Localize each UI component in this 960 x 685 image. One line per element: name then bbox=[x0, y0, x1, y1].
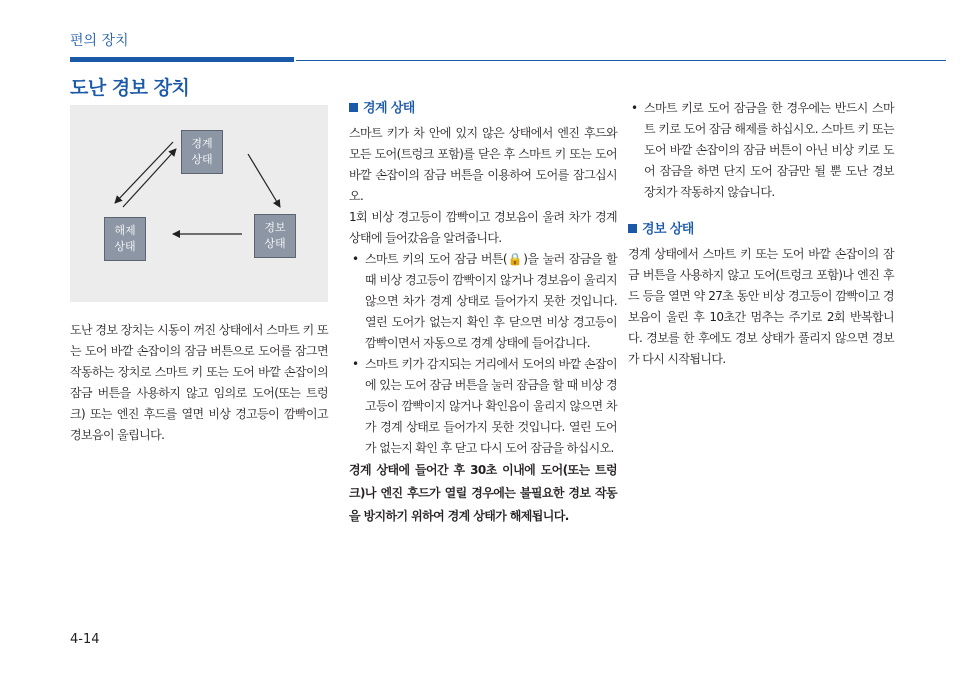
bullet-dot-icon: • bbox=[631, 101, 638, 115]
page-number: 4-14 bbox=[70, 632, 100, 647]
armed-bullet-2: • 스마트 키가 감지되는 거리에서 도어의 바깥 손잡이에 있는 도어 잠금 버튼을 눌러 잠금을 할 때 비상 경고등이 깜빡이지 않거나 확인음이 울리지 않으면 차가 경계 상태로 들어가지 못한 것입니다. 열린 도어가 없는지 확인 후 닫고 다시 도어 잠금을 하십시오. bbox=[349, 354, 617, 459]
bullet-dot-icon: • bbox=[352, 357, 359, 371]
alarm-line1: 경보 bbox=[264, 221, 286, 234]
state-box-alarm bbox=[254, 214, 296, 258]
disarmed-line1: 해제 bbox=[114, 224, 136, 237]
armed-paragraph-2: 1회 비상 경고등이 깜빡이고 경보음이 울려 차가 경계 상태에 들어갔음을 알려줍니다. bbox=[349, 210, 617, 245]
intro-paragraph: 도난 경보 장치는 시동이 꺼진 상태에서 스마트 키 또는 도어 바깥 손잡이의 잠금 버튼으로 도어를 잠그면 작동하는 장치로 스마트 키 또는 도어 바깥 손잡이의 잠금 버튼을 사용하지 않고 임의로 도어(또는 트렁크) 또는 엔진 후드를 열면 비상 경고등이 깜빡이고 경보음이 울립니다. bbox=[70, 323, 328, 442]
section-label: 편의 장치 bbox=[70, 33, 129, 49]
armed-warning: 경계 상태에 들어간 후 30초 이내에 도어(또는 트렁크)나 엔진 후드가 열릴 경우에는 불필요한 경보 작동을 방지하기 위하여 경계 상태가 해제됩니다. bbox=[349, 463, 617, 523]
state-box-disarmed bbox=[104, 217, 146, 261]
alarm-paragraph: 경계 상태에서 스마트 키 또는 도어 바깥 손잡이의 잠금 버튼을 사용하지 않고 도어(트렁크 포함)나 엔진 후드 등을 열면 약 27초 동안 비상 경고등이 깜빡이고 경보음이 울린 후 10초간 멈추는 주기로 2회 반복합니다. 경보를 한 후에도 경보 상태가 풀리지 않으면 경보가 다시 시작됩니다. bbox=[628, 247, 894, 366]
header-rule-thin bbox=[296, 60, 946, 61]
alarm-state-diagram bbox=[70, 105, 328, 302]
square-bullet-icon bbox=[349, 103, 358, 112]
arrow-armed-to-alarm bbox=[248, 154, 280, 207]
disarmed-line2: 상태 bbox=[114, 240, 136, 253]
middle-column bbox=[349, 98, 617, 528]
header-rule-thick bbox=[70, 57, 294, 62]
page-title: 도난 경보 장치 bbox=[70, 77, 190, 99]
left-column bbox=[70, 320, 328, 446]
alarm-line2: 상태 bbox=[264, 237, 286, 250]
armed-line2: 상태 bbox=[191, 153, 213, 166]
alarm-heading: 경보 상태 bbox=[628, 219, 894, 241]
armed-bullet-1: • 스마트 키의 도어 잠금 버튼(🔒)을 눌러 잠금을 할 때 비상 경고등이 깜빡이지 않거나 경보음이 울리지 않으면 차가 경계 상태로 들어가지 못한 것입니다. 열린 도어가 없는지 확인 후 닫으면 비상 경고등이 깜빡이면서 자동으로 경계 상태에 들어갑니다. bbox=[349, 249, 617, 354]
bullet-dot-icon: • bbox=[352, 252, 359, 266]
right-column bbox=[628, 98, 894, 370]
armed-line1: 경계 bbox=[191, 137, 213, 150]
state-box-armed bbox=[181, 130, 223, 174]
arrow-armed-to-disarmed bbox=[115, 142, 173, 203]
square-bullet-icon bbox=[628, 224, 637, 233]
smart-key-bullet: • 스마트 키로 도어 잠금을 한 경우에는 반드시 스마트 키로 도어 잠금 해제를 하십시오. 스마트 키 또는 도어 바깥 손잡이의 잠금 버튼이 아닌 비상 키로 도어 잠금을 하면 단지 도어 잠금만 될 뿐 도난 경보 장치가 작동하지 않습니다. bbox=[628, 98, 894, 203]
arrow-disarmed-to-armed bbox=[123, 149, 176, 207]
armed-paragraph-1: 스마트 키가 차 안에 있지 않은 상태에서 엔진 후드와 모든 도어(트렁크 포함)를 닫은 후 스마트 키 또는 도어 바깥 손잡이의 잠금 버튼을 이용하여 도어를 잠그십시오. bbox=[349, 126, 617, 203]
armed-heading: 경계 상태 bbox=[349, 98, 617, 120]
